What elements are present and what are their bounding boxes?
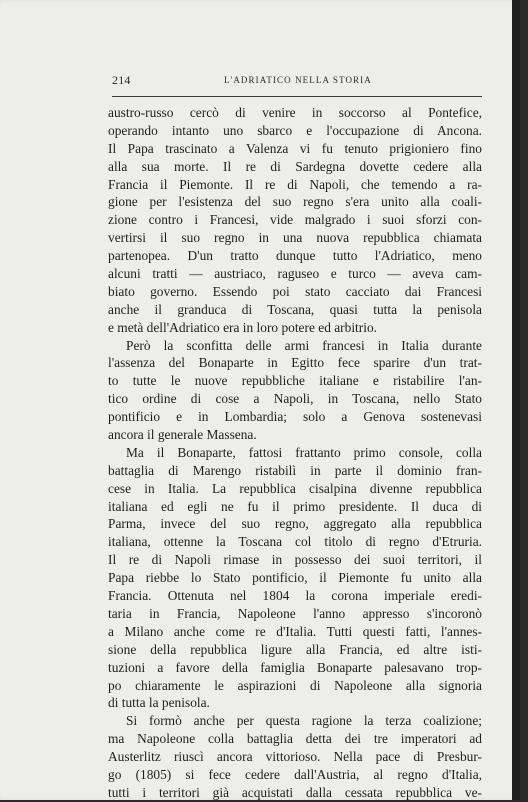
text-line: biato governo. Essendo poi stato cacciato dai Francesi — [108, 283, 482, 299]
text-line: anche il granduca di Toscana, quasi tutta la penisola — [108, 301, 482, 317]
text-line: alla sua morte. Il re di Sardegna dovette cedere alla — [108, 158, 482, 174]
text-line: tuzioni a favore della famiglia Bonaparte palesavano trop- — [108, 659, 482, 675]
text-line: Il re di Napoli rimase in possesso dei suoi territori, il — [108, 552, 482, 568]
text-line: battaglia di Marengo ristabilì in parte il dominio fran- — [108, 462, 482, 478]
running-title: L'ADRIATICO NELLA STORIA — [224, 75, 372, 85]
text-line: Il Papa trascinato a Valenza vi fu tenuto prigioniero fino — [108, 140, 482, 156]
text-line: cese in Italia. La repubblica cisalpina divenne repubblica — [108, 480, 482, 496]
text-line: go (1805) si fece cedere dall'Austria, al regno d'Italia, — [108, 766, 482, 782]
text-line: taria in Francia, Napoleone l'anno appresso s'incoronò — [108, 605, 482, 621]
text-line: tutti i territori già acquistati dalla cessata repubblica ve- — [108, 784, 482, 800]
text-line: partenopea. D'un tratto dunque tutto l'Adriatico, meno — [108, 248, 482, 264]
book-spine-shadow — [512, 0, 520, 800]
text-line: Parma, invece del suo regno, aggregato alla repubblica — [108, 516, 482, 532]
text-line: operando intanto uno sbarco e l'occupazione di Ancona. — [108, 122, 482, 138]
text-line: a Milano anche come re d'Italia. Tutti questi fatti, l'annes- — [108, 623, 482, 639]
page-header — [112, 73, 484, 89]
text-line: austro-russo cercò di venire in soccorso al Pontefice, — [108, 105, 482, 120]
text-line: italiana, ottenne la Toscana col titolo di regno d'Etruria. — [108, 534, 482, 550]
text-line: ancora il generale Massena. — [108, 427, 257, 443]
text-line: Però la sconfitta delle armi francesi in Italia durante — [126, 337, 482, 353]
text-line: italiana ed egli ne fu il primo presidente. Il duca di — [108, 498, 482, 514]
page-number: 214 — [112, 73, 131, 87]
text-line: zione contro i Francesi, vide malgrado i suoi sforzi con- — [108, 212, 482, 228]
text-line: Francia. Ottenuta nel 1804 la corona imperiale eredi- — [108, 588, 482, 604]
text-line: vertirsi il suo regno in una nuova repubblica chiamata — [108, 230, 482, 246]
text-line: l'assenza del Bonaparte in Egitto fece sparire d'un trat- — [108, 355, 482, 371]
text-line: Francia il Piemonte. Il re di Napoli, che temendo a ra- — [108, 176, 482, 192]
text-line: Ma il Bonaparte, fattosi frattanto primo console, colla — [126, 444, 482, 460]
body-text — [108, 104, 482, 802]
text-line: sione della repubblica ligure alla Francia, ed altre isti- — [108, 641, 482, 657]
text-line: Austerlitz riuscì ancora vittorioso. Nella pace di Presbur- — [108, 749, 482, 765]
text-line: gione per l'esistenza del suo regno s'era unito alla coali- — [108, 194, 482, 210]
header-rule — [112, 96, 482, 97]
text-line: e metà dell'Adriatico era in loro potere ed arbitrio. — [108, 319, 377, 335]
text-line: po chiaramente le aspirazioni di Napoleone alla signoria — [108, 677, 482, 693]
text-line: to tutte le nuove repubbliche italiane e ristabilire l'an- — [108, 373, 482, 389]
text-line: Si formò anche per questa ragione la terza coalizione; — [126, 713, 482, 729]
text-line: alcuni tratti — austriaco, raguseo e turco — aveva cam- — [108, 266, 482, 282]
text-line: ma Napoleone colla battaglia detta dei tre imperatori ad — [108, 731, 482, 747]
text-line: tico ordine di cose a Napoli, in Toscana, nello Stato — [108, 391, 482, 407]
text-line: pontificio e in Lombardia; solo a Genova sostenevasi — [108, 409, 482, 425]
text-line: Papa riebbe lo Stato pontificio, il Piemonte fu unito alla — [108, 570, 482, 586]
text-line: di tutta la penisola. — [108, 695, 210, 711]
